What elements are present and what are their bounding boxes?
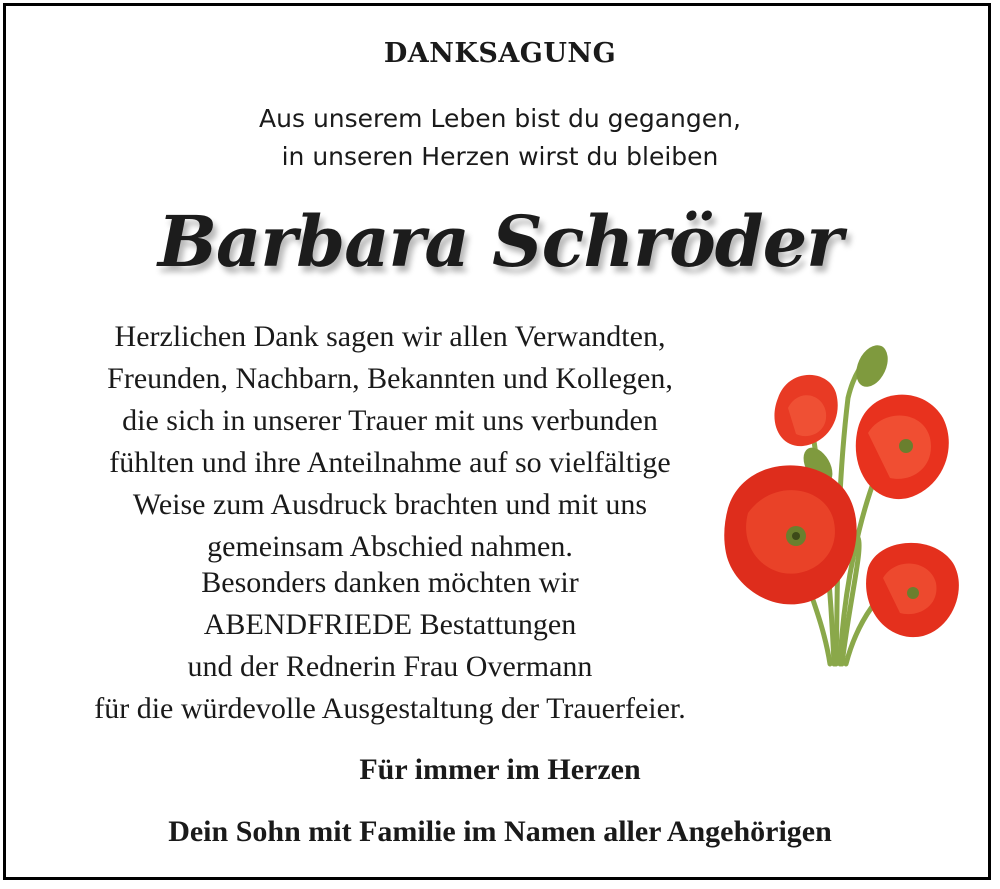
special-line: ABENDFRIEDE Bestattungen (203, 608, 577, 641)
motto-line-2: in unseren Herzen wirst du bleiben (281, 142, 719, 171)
special-line: und der Rednerin Frau Overmann (187, 650, 593, 683)
special-thanks-paragraph (30, 562, 750, 730)
deceased-name: Barbara Schröder (157, 200, 843, 283)
special-line: Besonders danken möchten wir (201, 566, 579, 599)
notice-heading: DANKSAGUNG (383, 38, 617, 69)
signature-line: Dein Sohn mit Familie im Namen aller Angehörigen (168, 815, 832, 848)
thanks-line: Freunden, Nachbarn, Bekannten und Kollegen, (107, 362, 673, 395)
thanks-line: fühlten und ihre Anteilnahme auf so vielfältige (109, 446, 671, 479)
thanks-paragraph (30, 316, 750, 568)
thanks-line: Herzlichen Dank sagen wir allen Verwandten, (114, 320, 666, 353)
closing-line: Für immer im Herzen (359, 753, 641, 786)
motto-line-1: Aus unserem Leben bist du gegangen, (259, 104, 741, 133)
thanks-line: die sich in unserer Trauer mit uns verbunden (122, 404, 658, 437)
thanks-line: Weise zum Ausdruck brachten und mit uns (132, 488, 648, 521)
special-line: für die würdevolle Ausgestaltung der Trauerfeier. (94, 692, 686, 725)
poppy-bouquet-icon (718, 338, 968, 668)
thanks-line: gemeinsam Abschied nahmen. (207, 530, 573, 563)
